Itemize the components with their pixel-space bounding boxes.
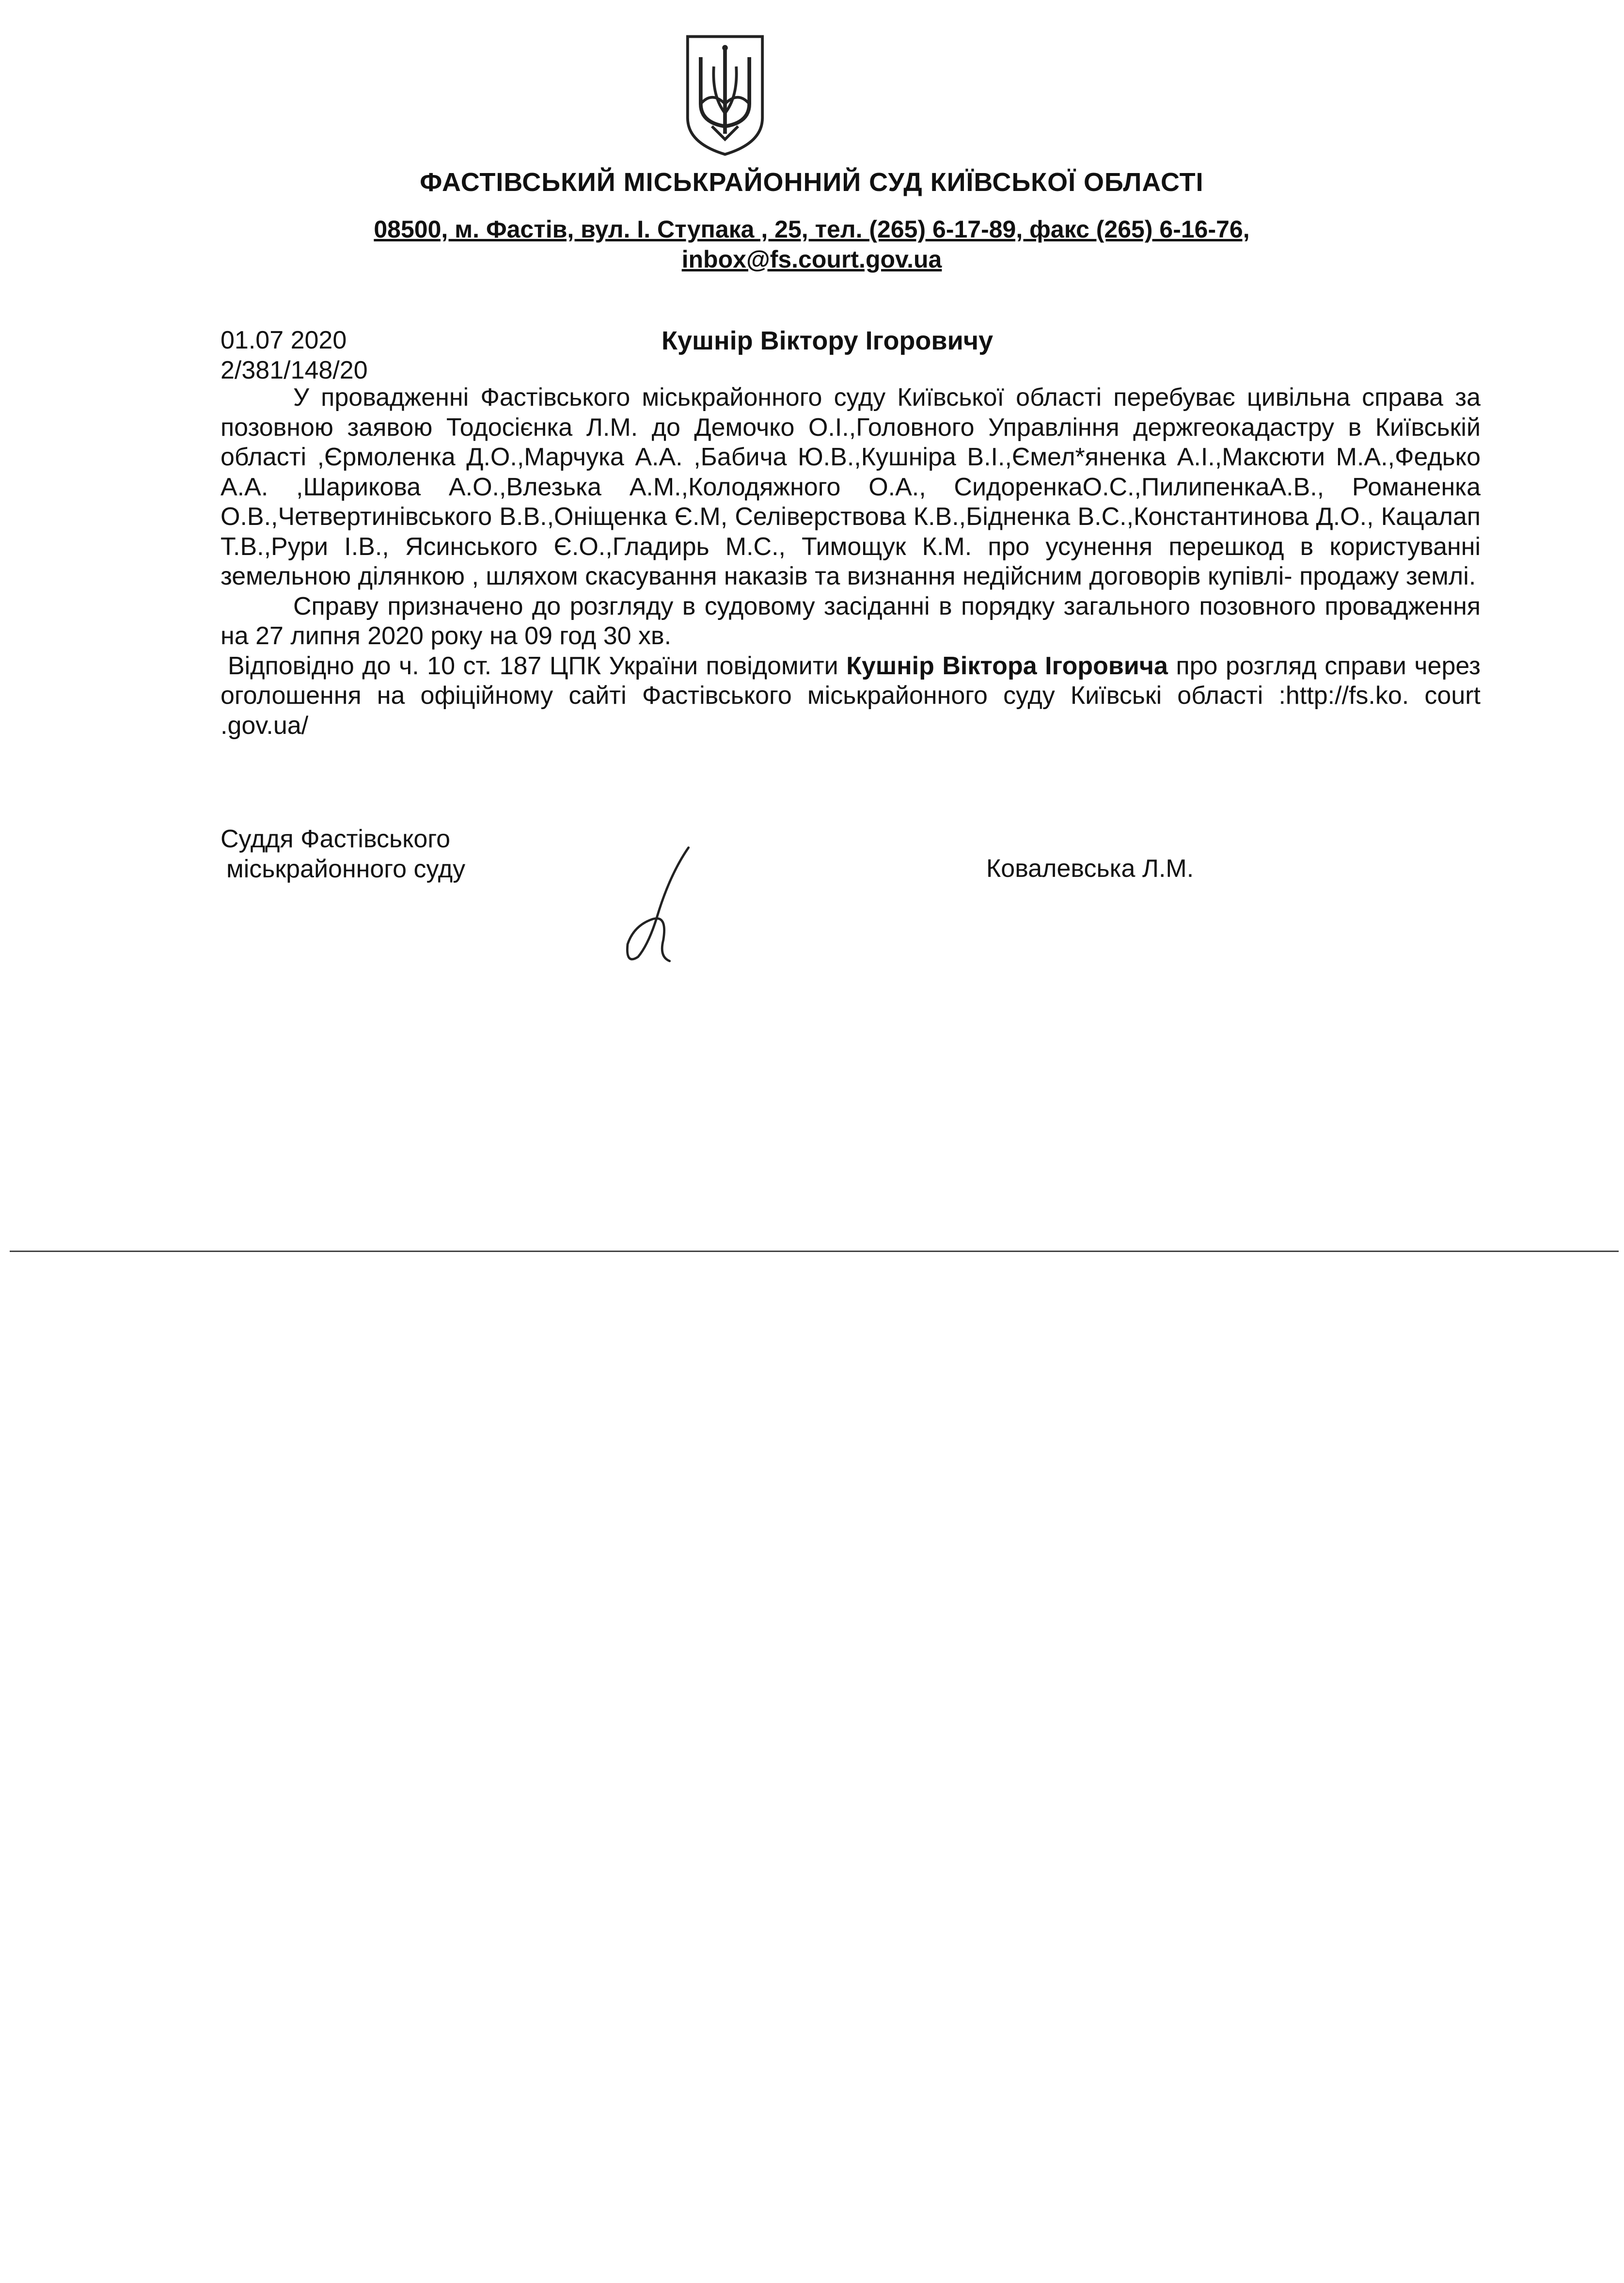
handwritten-signature [606,843,712,969]
document-date: 01.07 2020 [221,326,347,354]
judge-name: Ковалевська Л.М. [986,855,1194,883]
body-paragraph-3-start: Відповідно до ч. 10 ст. 187 ЦПК України повідомити [228,651,838,680]
court-name: ФАСТІВСЬКИЙ МІСЬКРАЙОННИЙ СУД КИЇВСЬКОЇ ОБЛАСТІ [420,168,1204,197]
case-number: 2/381/148/20 [221,356,368,384]
court-address-line: 08500, м. Фастів, вул. І. Ступака , 25, тел. (265) 6-17-89, факс (265) 6-16-76, [374,216,1250,243]
judge-title-line-2: міськрайонного суду [226,855,466,883]
court-email: inbox@fs.court.gov.ua [681,246,942,273]
body-paragraph-3 [221,651,1481,741]
judge-title [221,824,465,884]
court-address [291,214,1333,274]
body-paragraph-3-name: Кушнір Віктора Ігоровича [846,651,1168,680]
body-paragraph-2: Справу призначено до розгляду в судовому засіданні в порядку загального позовного провадження на 27 липня 2020 року на 09 год 30 хв. [221,592,1481,650]
page-divider [10,1251,1619,1252]
judge-title-line-1: Суддя Фастівського [221,825,451,853]
body-paragraph-3-end: про розгляд справи через оголошення на офіційному сайті Фастівського міськрайонного суду Київські області :http://fs.ko. court .gov.ua/ [221,651,1481,740]
letter-body [221,383,1481,741]
trident-emblem-icon [678,29,773,160]
body-paragraph-1: У провадженні Фастівського міськрайонного суду Київської області перебуває цивільна справа за позовною заявою Тодосієнка Л.М. до Демочко О.І.,Головного Управління держгеокадастру в Київській області ,Єрмоленка Д.О.,Марчука А.А. ,Бабича Ю.В.,Кушніра В.І.,Ємел*яненка А.І.,Максюти М.А.,Федько А.А. ,Шарикова А.О.,Влезька А.М.,Колодяжного О.А., СидоренкаО.С.,ПилипенкаА.В., Романенка О.В.,Четвертинівського В.В.,Оніщенка Є.М, Селіверствова К.В.,Бідненка В.С.,Константинова Д.О., Кацалап Т.В.,Рури І.В., Ясинського Є.О.,Гладирь М.С., Тимощук К.М. про усунення перешкод в користуванні земельною ділянкою , шляхом скасування наказів та визнання недійсним договорів купівлі- продажу землі. [221,383,1481,590]
recipient-name: Кушнір Віктору Ігоровичу [662,326,993,355]
